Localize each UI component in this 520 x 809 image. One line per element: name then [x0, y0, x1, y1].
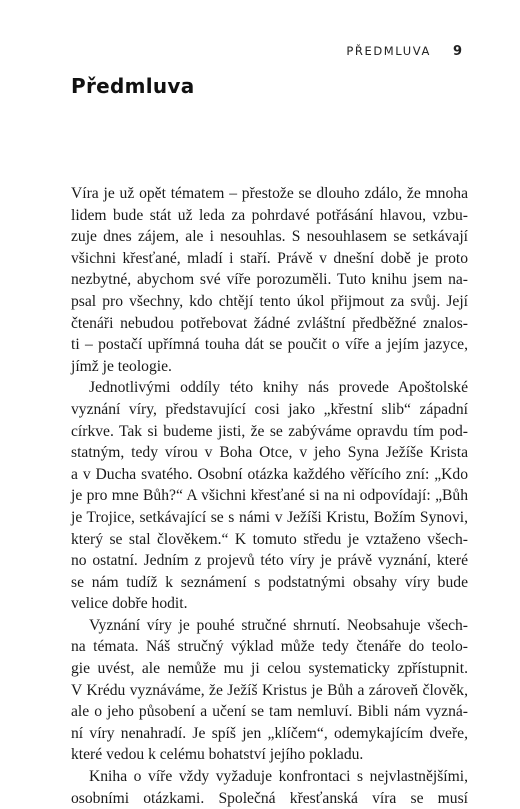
text-line: vyznání víry, představující cosi jako „křestní slib“ západní	[71, 400, 468, 418]
text-line: Kniha o víře vždy vyžaduje konfrontaci s nejvlastnějšími,	[89, 768, 468, 786]
text-line: jímž je teologie.	[71, 357, 172, 375]
text-line: psal pro všechny, kdo chtějí tento úkol přijmout za svůj. Její	[71, 292, 468, 310]
page-number: 9	[452, 44, 462, 59]
text-line: čtenáři nebudou potřebovat žádné zvláštní předběžné znalos-	[71, 314, 468, 332]
paragraph-2	[71, 377, 468, 615]
body-text	[71, 183, 468, 809]
text-line: Víra je už opět tématem – přestože se dlouho zdálo, že mnoha	[71, 185, 468, 202]
running-header	[346, 44, 462, 59]
text-line: V Krédu vyznáváme, že Ježíš Kristus je Bůh a zároveň člověk,	[71, 681, 468, 699]
text-line: je Trojice, setkávající se s námi v Ježíši Kristu, Božím Synovi,	[71, 508, 468, 526]
text-line: statným, tedy vírou v Boha Otce, v jeho Syna Ježíše Krista	[71, 444, 468, 462]
text-line: zuje dnes zájem, ale i nesouhlas. S nesouhlasem se setkávají	[71, 228, 468, 246]
running-title: PŘEDMLUVA	[346, 44, 431, 58]
text-line: se nám tudíž k seznámení s podstatnými obsahy víry bude	[71, 573, 468, 591]
text-line: velice dobře hodit.	[71, 595, 188, 613]
text-line: Vyznání víry je pouhé stručné shrnutí. Neobsahuje všech-	[89, 616, 468, 634]
chapter-title: Předmluva	[71, 74, 195, 98]
text-line: osobními otázkami. Společná křesťanská víra se musí	[71, 789, 468, 807]
text-line: ní víry nenahradí. Je spíš jen „klíčem“, odemykajícím dveře,	[71, 724, 468, 742]
text-line: církve. Tak si budeme jisti, že se zabýváme opravdu tím pod-	[71, 422, 468, 440]
text-line: je pro mne Bůh?“ A všichni křesťané si na ni odpovídají: „Bůh	[71, 487, 468, 505]
text-line: který se stal člověkem.“ K tomuto středu je vztaženo všech-	[71, 530, 468, 548]
text-line: gie uvést, ale nemůže mu ji celou systematicky zpřístupnit.	[71, 660, 468, 678]
text-line: Jednotlivými oddíly této knihy nás provede Apoštolské	[89, 379, 468, 397]
text-line: lidem bude stát už leda za pohrdavé potřásání hlavou, vzbu-	[71, 206, 468, 224]
text-line: na témata. Náš stručný výklad může tedy čtenáře do teolo-	[71, 638, 468, 656]
text-line: všichni křesťané, mladí i staří. Právě v dnešní době je proto	[71, 249, 468, 267]
text-line: no ostatní. Jedním z projevů této víry je právě vyznání, které	[71, 552, 468, 570]
text-line: nezbytné, abychom své víře porozuměli. Tuto knihu jsem na-	[71, 271, 468, 289]
paragraph-4	[71, 766, 468, 809]
text-line: a v Ducha svatého. Osobní otázka každého věřícího zní: „Kdo	[71, 465, 468, 483]
paragraph-1	[71, 183, 468, 377]
text-line: které vedou k celému bohatství jejího pokladu.	[71, 746, 364, 764]
text-line: ale o jeho působení a učení se tam nemluví. Bibli nám vyzná-	[71, 703, 468, 721]
text-line: ti – postačí upřímná touha dát se poučit o víře a jejím jazyce,	[71, 336, 468, 354]
paragraph-3	[71, 615, 468, 766]
